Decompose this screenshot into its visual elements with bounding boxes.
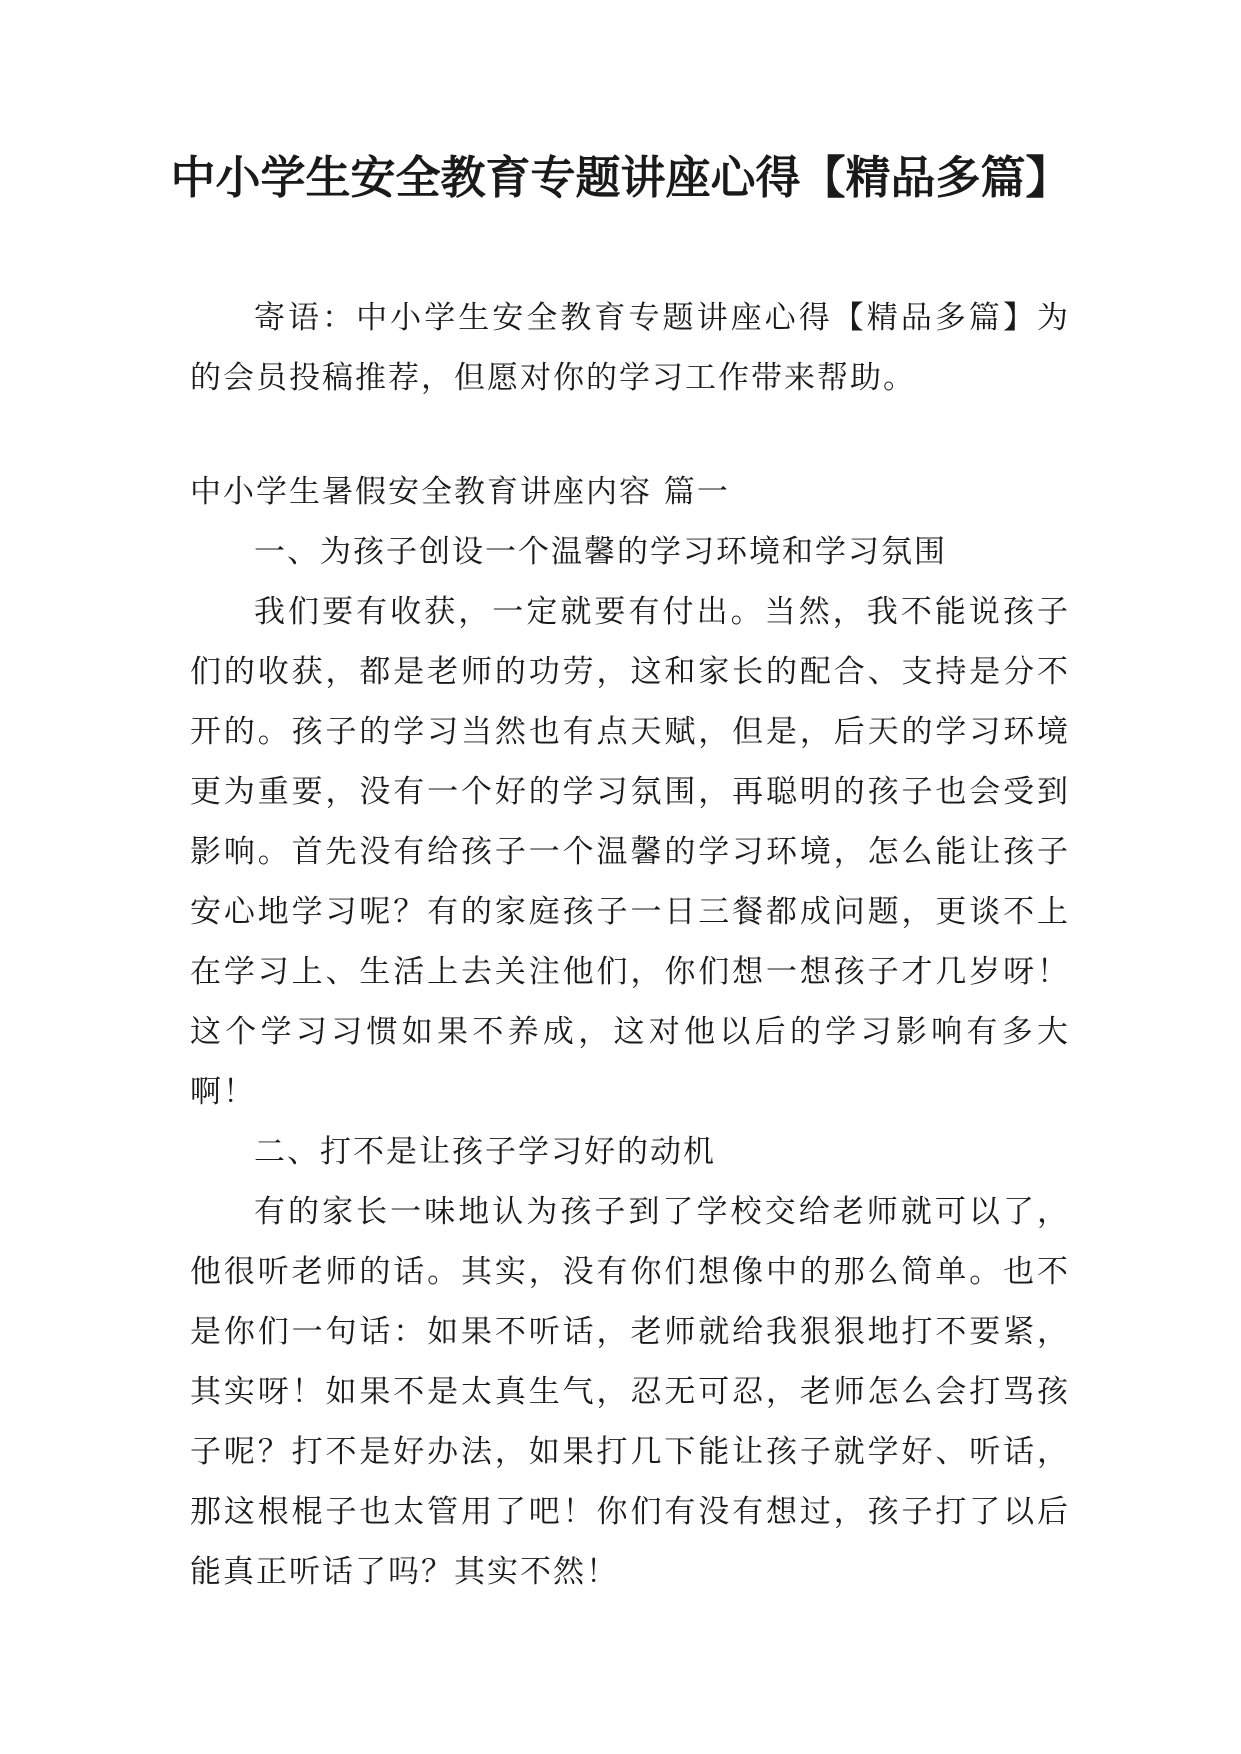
document-content <box>190 462 1070 1602</box>
body-paragraph: 有的家长一味地认为孩子到了学校交给老师就可以了，他很听老师的话。其实，没有你们想像中的那么简单。也不是你们一句话：如果不听话，老师就给我狠狠地打不要紧，其实呀！如果不是太真生气，忍无可忍，老师怎么会打骂孩子呢？打不是好办法，如果打几下能让孩子就学好、听话，那这根棍子也太管用了吧！你们有没有想过，孩子打了以后能真正听话了吗？其实不然！ <box>190 1194 1070 1590</box>
subheading-one: 一、为孩子创设一个温馨的学习环境和学习氛围 <box>254 534 947 570</box>
body-paragraph: 我们要有收获，一定就要有付出。当然，我不能说孩子们的收获，都是老师的功劳，这和家长的配合、支持是分不开的。孩子的学习当然也有点天赋，但是，后天的学习环境更为重要，没有一个好的学习氛围，再聪明的孩子也会受到影响。首先没有给孩子一个温馨的学习环境，怎么能让孩子安心地学习呢？有的家庭孩子一日三餐都成问题，更谈不上在学习上、生活上去关注他们，你们想一想孩子才几岁呀！这个学习习惯如果不养成，这对他以后的学习影响有多大啊！ <box>190 594 1070 1110</box>
document-title: 中小学生安全教育专题讲座心得【精品多篇】 <box>170 151 1071 204</box>
subheading-two: 二、打不是让孩子学习好的动机 <box>254 1134 716 1170</box>
section-title: 中小学生暑假安全教育讲座内容 篇一 <box>190 474 730 510</box>
preface-paragraph: 寄语：中小学生安全教育专题讲座心得【精品多篇】为的会员投稿推荐，但愿对你的学习工作带来帮助。 <box>190 300 1070 396</box>
